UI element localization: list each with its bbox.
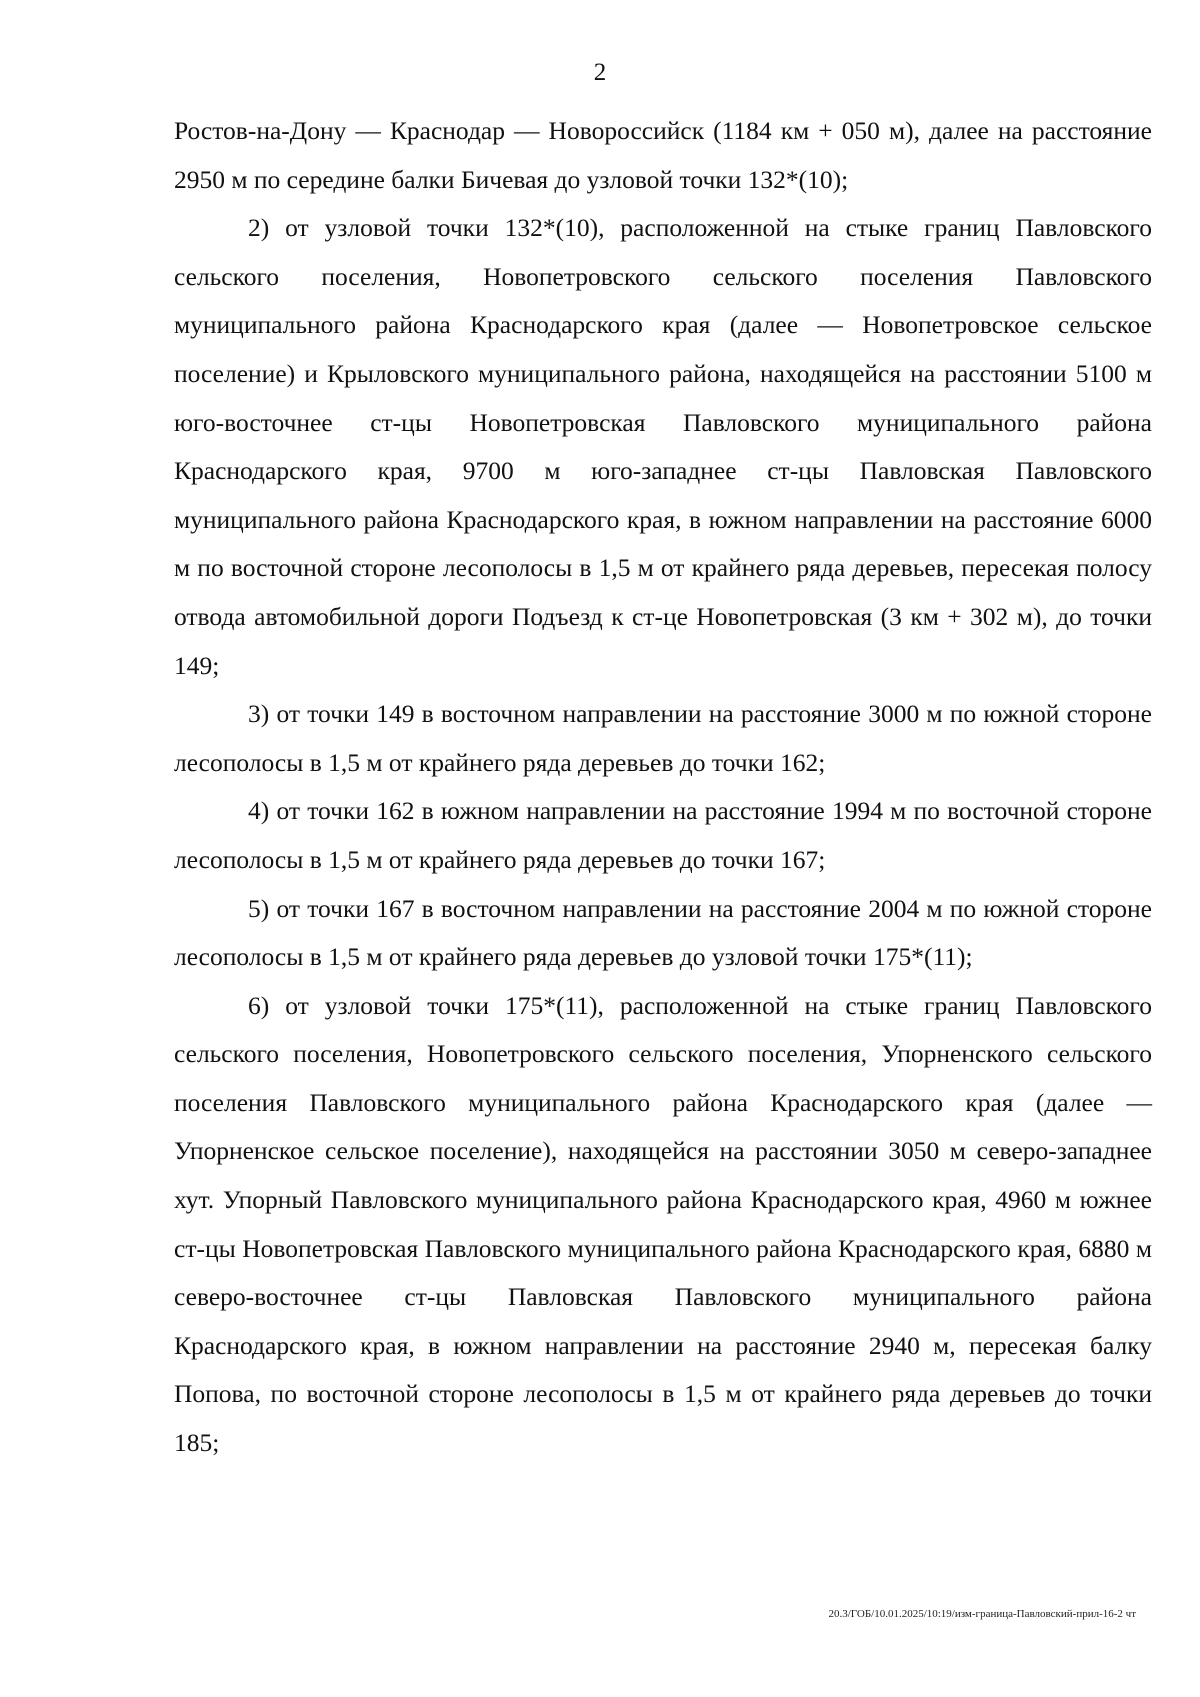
footer-document-code: 20.3/ГОБ/10.01.2025/10:19/изм-граница-Павловский-прил-16-2 чт <box>828 1608 1136 1620</box>
document-body <box>174 107 1152 1468</box>
paragraph-item-2: 2) от узловой точки 132*(10), расположенной на стыке границ Павловского сельского поселения, Новопетровского сельского поселения Павловского муниципального района Краснодарского края (далее — Новопетровское сельское поселение) и Крыловского муниципального района, находящейся на расстоянии 5100 м юго-восточнее ст-цы Новопетровская Павловского муниципального района Краснодарского края, 9700 м юго-западнее ст-цы Павловская Павловского муниципального района Краснодарского края, в южном направлении на расстояние 6000 м по восточной стороне лесополосы в 1,5 м от крайнего ряда деревьев, пересекая полосу отвода автомобильной дороги Подъезд к ст-це Новопетровская (3 км + 302 м), до точки 149; <box>174 213 1152 680</box>
paragraph-item-3: 3) от точки 149 в восточном направлении на расстояние 3000 м по южной стороне лесополосы в 1,5 м от крайнего ряда деревьев до точки 162; <box>174 699 1152 777</box>
page-number: 2 <box>593 59 607 86</box>
paragraph-item-4: 4) от точки 162 в южном направлении на расстояние 1994 м по восточной стороне лесополосы в 1,5 м от крайнего ряда деревьев до точки 167; <box>174 796 1152 874</box>
paragraph-continuation: Ростов-на-Дону — Краснодар — Новороссийск (1184 км + 050 м), далее на расстояние 2950 м по середине балки Бичевая до узловой точки 132*(10); <box>174 116 1152 194</box>
paragraph-item-6: 6) от узловой точки 175*(11), расположенной на стыке границ Павловского сельского поселения, Новопетровского сельского поселения, Упорненского сельского поселения Павловского муниципального района Краснодарского края (далее — Упорненское сельское поселение), находящейся на расстоянии 3050 м северо-западнее хут. Упорный Павловского муниципального района Краснодарского края, 4960 м южнее ст-цы Новопетровская Павловского муниципального района Краснодарского края, 6880 м северо-восточнее ст-цы Павловская Павловского муниципального района Краснодарского края, в южном направлении на расстояние 2940 м, пересекая балку Попова, по восточной стороне лесополосы в 1,5 м от крайнего ряда деревьев до точки 185; <box>174 990 1152 1458</box>
paragraph-item-5: 5) от точки 167 в восточном направлении на расстояние 2004 м по южной стороне лесополосы в 1,5 м от крайнего ряда деревьев до узловой точки 175*(11); <box>174 893 1152 972</box>
